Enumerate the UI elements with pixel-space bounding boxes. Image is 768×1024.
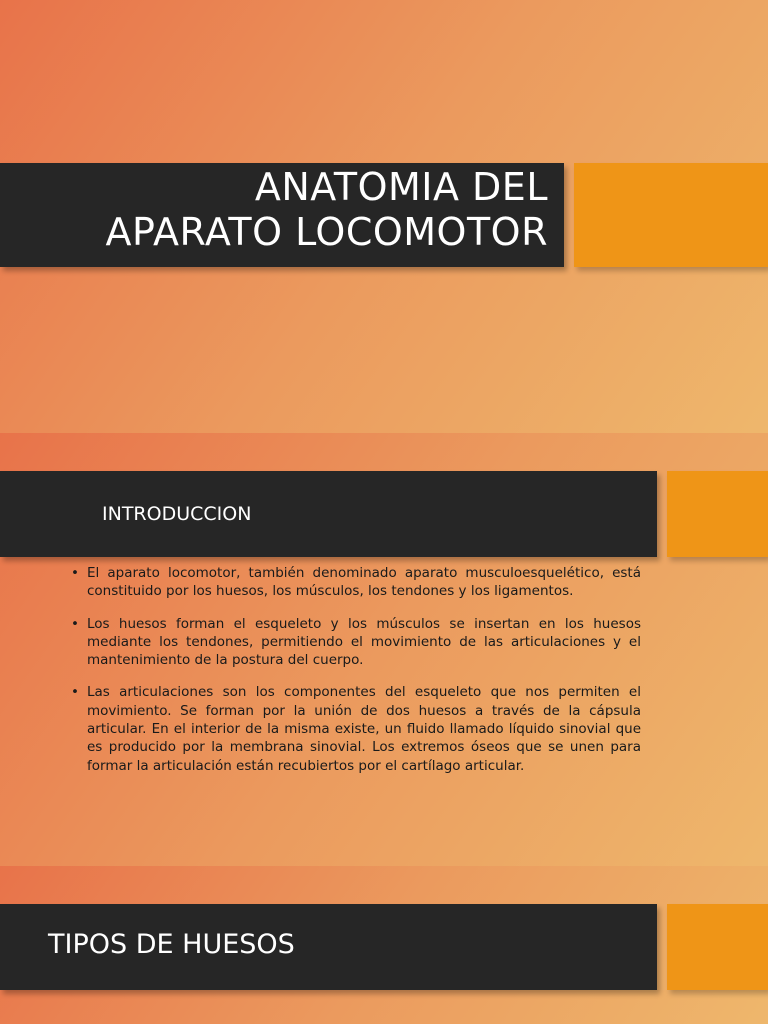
bullet-item — [70, 615, 641, 670]
bullet-icon: • — [71, 684, 79, 701]
presentation-title: ANATOMIA DEL APARATO LOCOMOTOR — [105, 165, 548, 254]
intro-accent-block — [667, 471, 768, 557]
bullet-text: El aparato locomotor, también denominado aparato musculoesquelético, está constituido por los huesos, los músculos, los tendones y los ligamentos. — [87, 565, 641, 600]
bone-types-heading: TIPOS DE HUESOS — [48, 929, 295, 960]
bullet-item — [70, 564, 641, 601]
bone-types-slide — [0, 866, 768, 1024]
title-slide — [0, 0, 768, 433]
bullet-item — [70, 683, 641, 774]
intro-slide — [0, 433, 768, 866]
bullet-icon: • — [71, 615, 79, 632]
bone-types-banner — [0, 904, 657, 990]
title-banner — [0, 163, 564, 267]
bullet-text: Los huesos forman el esqueleto y los músculos se insertan en los huesos mediante los tendones, permitiendo el movimiento de las articulaciones y el mantenimiento de la postura del cuerpo. — [87, 615, 641, 669]
bone-types-accent-block — [667, 904, 768, 990]
intro-banner — [0, 471, 657, 557]
intro-heading: INTRODUCCION — [102, 503, 252, 525]
bullet-icon: • — [71, 565, 79, 581]
intro-bullet-list — [70, 564, 641, 789]
title-accent-block — [574, 163, 768, 267]
bullet-text: Las articulaciones son los componentes del esqueleto que nos permiten el movimiento. Se forman por la unión de dos huesos a través de la cápsula articular. En el interior de la misma existe, un fluido llamado líquido sinovial que es producido por la membrana sinovial. Los extremos óseos que se unen para formar la articulación están recubiertos por el cartílago articular. — [87, 684, 641, 774]
